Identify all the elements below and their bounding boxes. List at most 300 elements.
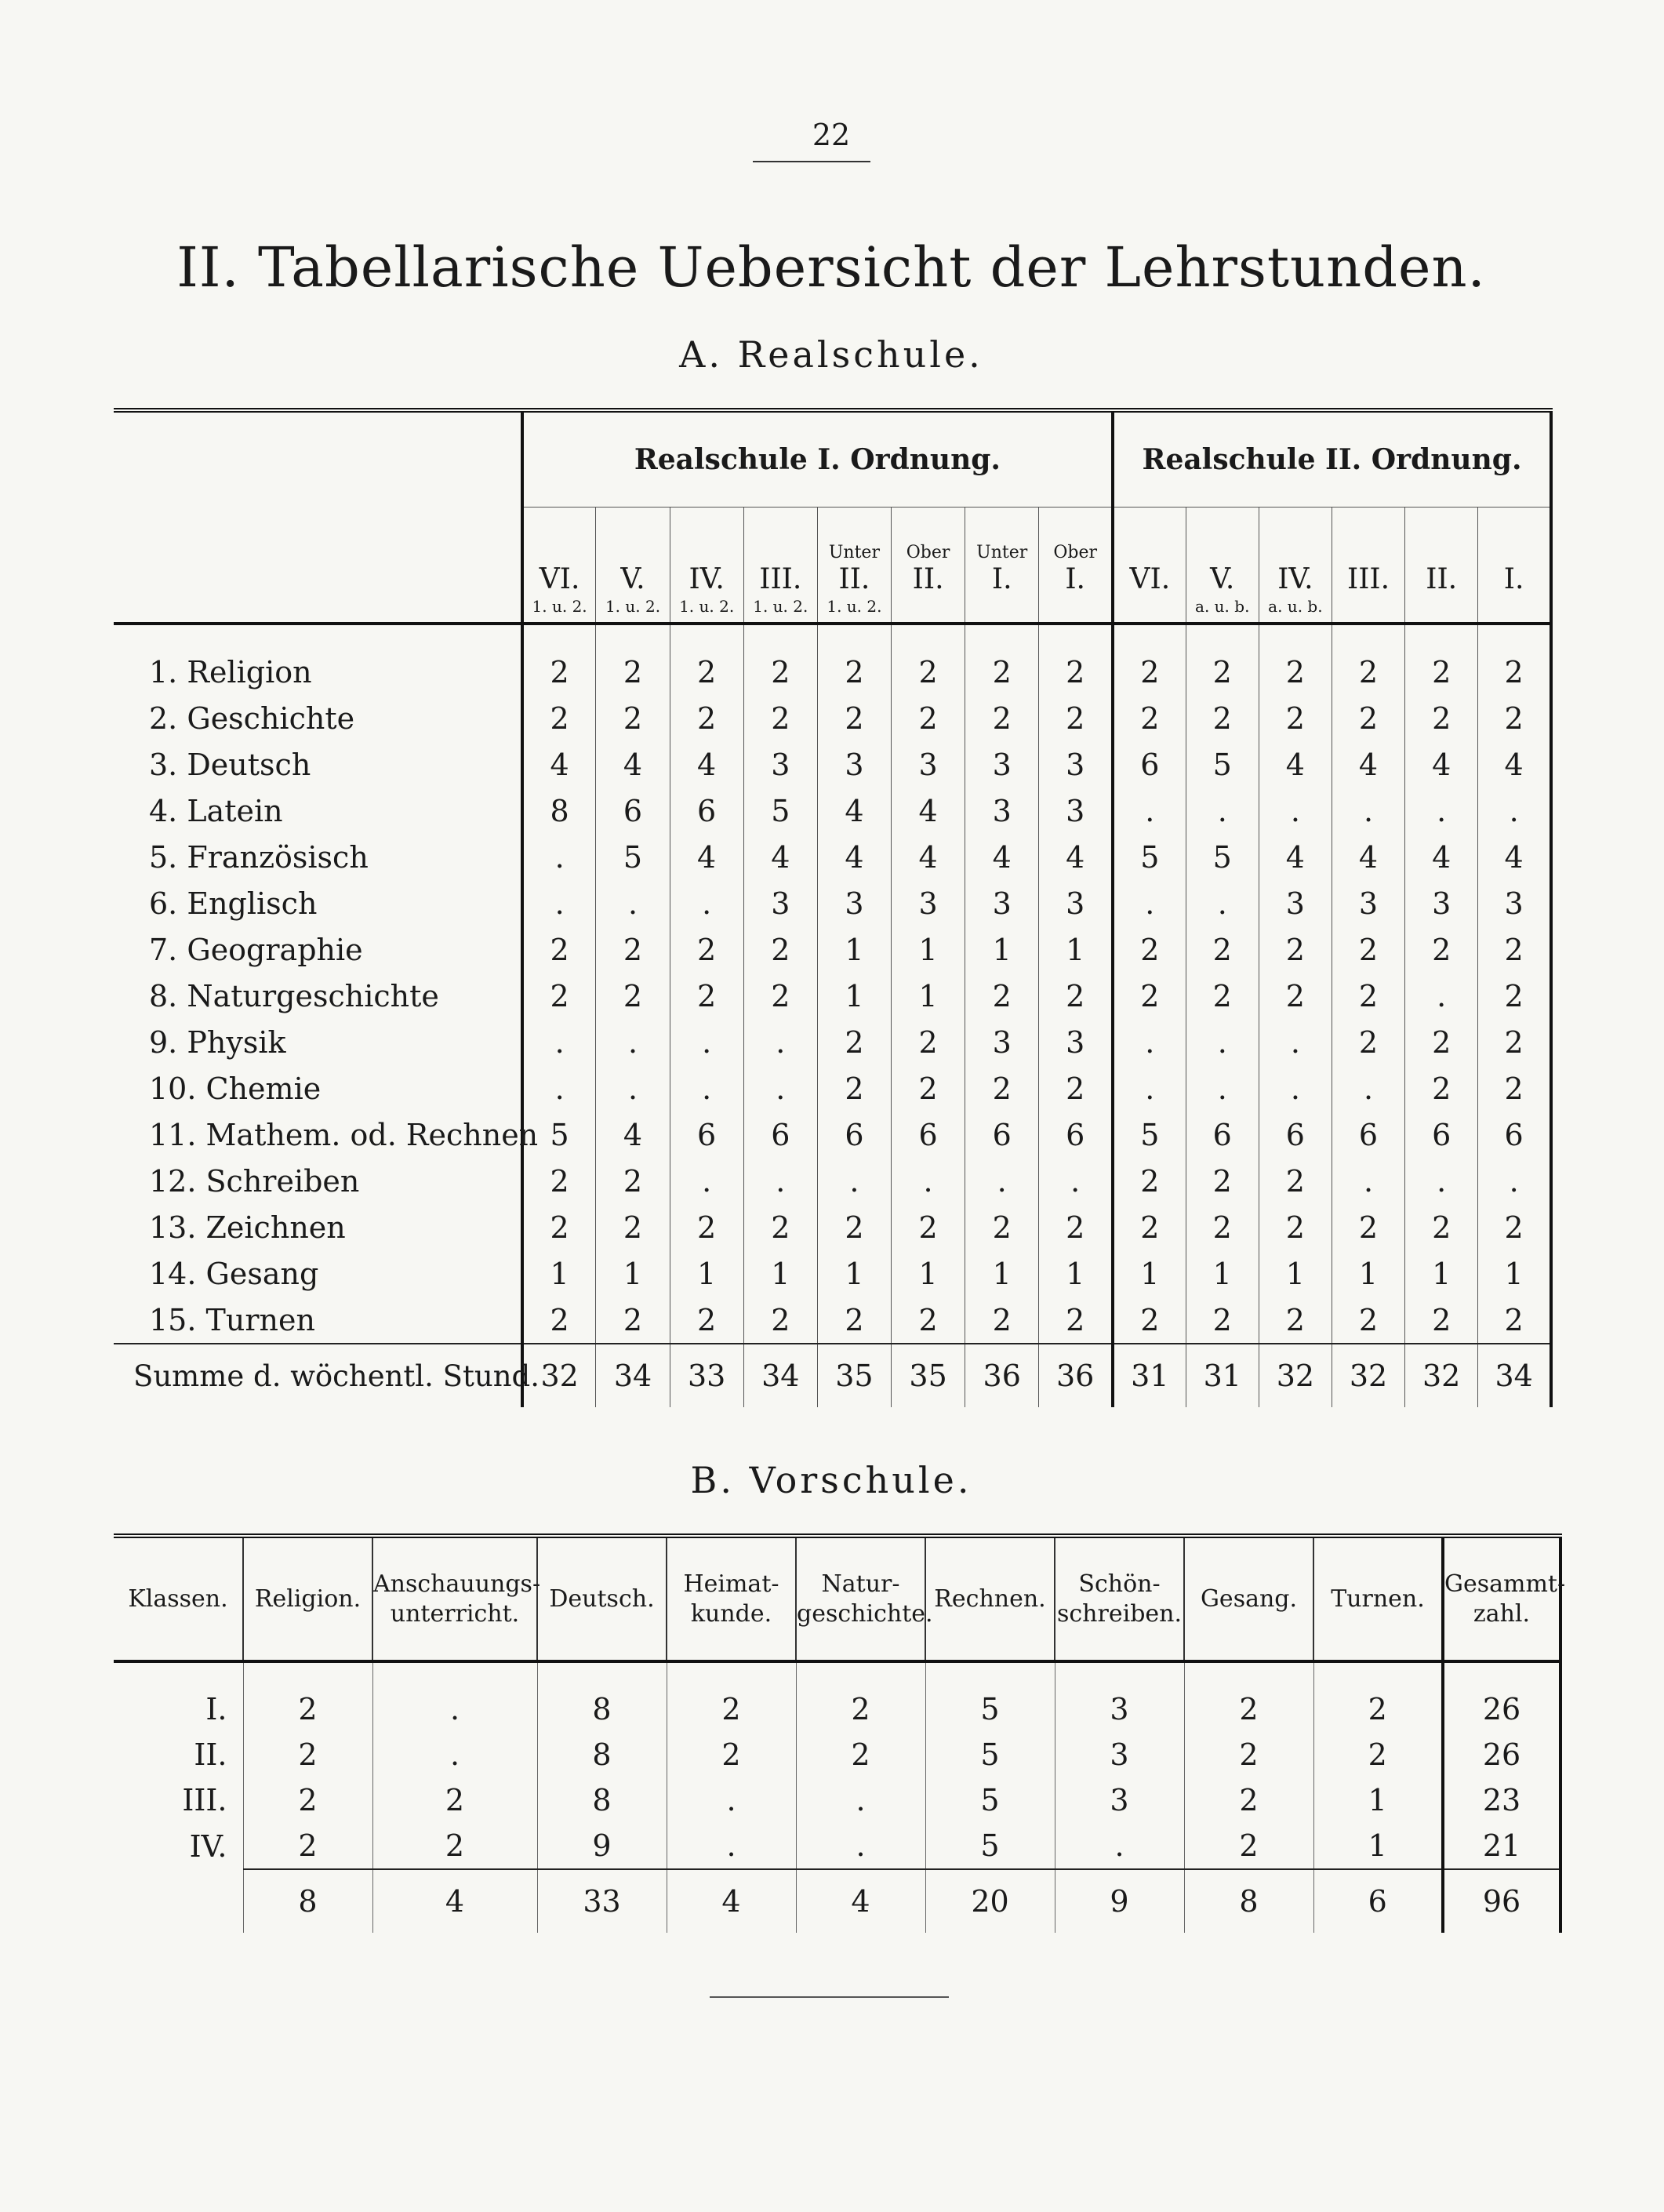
subject-label: 10. Chemie — [149, 1071, 322, 1106]
hours-cell: 2 — [965, 624, 1039, 695]
class-header-main: III. — [1346, 563, 1390, 595]
subject-label: 6. Englisch — [149, 886, 318, 921]
hours-cell: . — [743, 1065, 817, 1111]
hours-cell: 2 — [596, 624, 670, 695]
sum-cell: 33 — [670, 1344, 743, 1407]
hours-cell: 6 — [1113, 741, 1186, 788]
hours-cell: 3 — [1259, 880, 1332, 926]
hours-cell: 4 — [1332, 741, 1404, 788]
hours-cell: 2 — [743, 926, 817, 973]
table-row — [114, 741, 1551, 788]
table-row — [114, 834, 1551, 880]
hours-cell: 2 — [817, 1065, 891, 1111]
hours-cell: 2 — [1259, 624, 1332, 695]
class-header-top: Ober — [1053, 543, 1097, 562]
class-header-sub: 1. u. 2. — [532, 597, 587, 616]
hours-cell: 2 — [817, 1204, 891, 1250]
total-cell: 20 — [925, 1869, 1055, 1933]
hours-cell: 2 — [1186, 1158, 1259, 1204]
hours-cell: . — [1405, 1158, 1478, 1204]
class-header-main: IV. — [688, 563, 725, 595]
hours-cell: 2 — [743, 973, 817, 1019]
class-header-sub: 1. u. 2. — [827, 597, 882, 616]
hours-cell: 2 — [1113, 926, 1186, 973]
hours-cell: 6 — [817, 1111, 891, 1158]
total-cell: 4 — [372, 1869, 537, 1933]
hours-cell: 2 — [522, 1158, 596, 1204]
hours-cell: . — [522, 834, 596, 880]
hours-cell: 1 — [1313, 1823, 1443, 1869]
hours-cell: 2 — [1332, 695, 1404, 741]
hours-cell: 21 — [1443, 1823, 1560, 1869]
class-header-sub: 1. u. 2. — [679, 597, 735, 616]
column-header: Schön- schreiben. — [1055, 1536, 1184, 1661]
hours-cell: 5 — [1113, 1111, 1186, 1158]
hours-cell: 2 — [1332, 624, 1404, 695]
hours-cell: 2 — [1478, 1065, 1551, 1111]
table-a-corner — [114, 410, 522, 624]
class-header-top: Ober — [906, 543, 950, 562]
hours-cell: . — [1186, 880, 1259, 926]
hours-cell: . — [1186, 788, 1259, 834]
subject-label: 14. Gesang — [149, 1256, 319, 1291]
hours-cell: . — [796, 1823, 925, 1869]
hours-cell: 1 — [1405, 1250, 1478, 1297]
hours-cell: 2 — [892, 624, 965, 695]
hours-cell: . — [522, 880, 596, 926]
hours-cell: 1 — [965, 926, 1039, 973]
class-header — [892, 508, 965, 624]
hours-cell: 2 — [1113, 695, 1186, 741]
subject-label: 7. Geographie — [149, 932, 363, 967]
class-header-sub: a. u. b. — [1268, 597, 1323, 616]
total-cell: 96 — [1443, 1869, 1560, 1933]
class-header-top — [1478, 544, 1550, 562]
table-row — [114, 926, 1551, 973]
section-a-heading: A. Realschule. — [679, 333, 983, 376]
class-header — [743, 508, 817, 624]
hours-cell: 2 — [522, 624, 596, 695]
hours-cell: 1 — [1113, 1250, 1186, 1297]
hours-cell: 2 — [1405, 1297, 1478, 1344]
hours-cell: 2 — [1405, 624, 1478, 695]
hours-cell: 4 — [522, 741, 596, 788]
hours-cell: 2 — [1186, 624, 1259, 695]
hours-cell: 2 — [1259, 695, 1332, 741]
hours-cell: 2 — [1184, 1777, 1313, 1823]
hours-cell: 26 — [1443, 1732, 1560, 1777]
hours-cell: 8 — [537, 1777, 667, 1823]
hours-cell: . — [670, 1065, 743, 1111]
hours-cell: 2 — [743, 695, 817, 741]
class-label: I. — [205, 1692, 227, 1726]
hours-cell: 2 — [1113, 624, 1186, 695]
total-row — [114, 1869, 1560, 1933]
class-header-sub — [1478, 597, 1550, 616]
hours-cell: 8 — [537, 1661, 667, 1732]
hours-cell: 2 — [1478, 624, 1551, 695]
hours-cell: 1 — [1313, 1777, 1443, 1823]
hours-cell: 2 — [817, 695, 891, 741]
hours-cell: 2 — [1184, 1823, 1313, 1869]
hours-cell: 2 — [372, 1823, 537, 1869]
hours-cell: 2 — [1478, 973, 1551, 1019]
hours-cell: 2 — [743, 1297, 817, 1344]
class-header — [1186, 508, 1259, 624]
hours-cell: 3 — [1055, 1661, 1184, 1732]
class-header-top — [596, 544, 669, 562]
bottom-rule — [710, 1996, 949, 1998]
hours-cell: 2 — [1332, 973, 1404, 1019]
hours-cell: 2 — [596, 1297, 670, 1344]
sum-cell: 35 — [892, 1344, 965, 1407]
hours-cell: 6 — [892, 1111, 965, 1158]
hours-cell: . — [372, 1732, 537, 1777]
sum-label: Summe d. wöchentl. Stund. — [114, 1344, 522, 1407]
hours-cell: 4 — [596, 1111, 670, 1158]
hours-cell: . — [670, 1158, 743, 1204]
hours-cell: 4 — [1039, 834, 1113, 880]
sum-cell: 36 — [1039, 1344, 1113, 1407]
subject-label: 12. Schreiben — [149, 1163, 360, 1199]
hours-cell: 2 — [1186, 1297, 1259, 1344]
hours-cell: 1 — [892, 973, 965, 1019]
hours-cell: 5 — [1186, 741, 1259, 788]
class-header-main: II. — [912, 563, 944, 595]
hours-cell: 1 — [817, 973, 891, 1019]
total-cell: 8 — [243, 1869, 372, 1933]
hours-cell: 3 — [1055, 1732, 1184, 1777]
sum-cell: 32 — [1405, 1344, 1478, 1407]
hours-cell: 3 — [965, 1019, 1039, 1065]
hours-cell: . — [522, 1065, 596, 1111]
vorschule-table — [114, 1533, 1566, 1933]
class-header-main: I. — [991, 563, 1012, 595]
hours-cell: . — [1055, 1823, 1184, 1869]
hours-cell: 4 — [1332, 834, 1404, 880]
table-row — [114, 1297, 1551, 1344]
class-header-main: II. — [1426, 563, 1458, 595]
hours-cell: 5 — [1186, 834, 1259, 880]
hours-cell: . — [667, 1823, 796, 1869]
hours-cell: 2 — [1313, 1661, 1443, 1732]
class-header-main: I. — [1065, 563, 1085, 595]
table-row — [114, 880, 1551, 926]
hours-cell: 4 — [670, 834, 743, 880]
subject-label: 11. Mathem. od. Rechnen — [149, 1117, 539, 1152]
hours-cell: 2 — [1186, 695, 1259, 741]
total-cell: 4 — [667, 1869, 796, 1933]
hours-cell: 2 — [1039, 1297, 1113, 1344]
hours-cell: 1 — [670, 1250, 743, 1297]
class-header — [522, 508, 596, 624]
hours-cell: 2 — [817, 1019, 891, 1065]
hours-cell: 26 — [1443, 1661, 1560, 1732]
table-row — [114, 1065, 1551, 1111]
column-header: Rechnen. — [925, 1536, 1055, 1661]
hours-cell: . — [596, 1065, 670, 1111]
hours-cell: 4 — [1259, 741, 1332, 788]
hours-cell: 2 — [1332, 1204, 1404, 1250]
hours-cell: 4 — [1405, 834, 1478, 880]
subject-label: 1. Religion — [149, 654, 312, 689]
column-header: Klassen. — [114, 1536, 243, 1661]
subject-label: 15. Turnen — [149, 1302, 315, 1337]
hours-cell: 2 — [1186, 926, 1259, 973]
hours-cell: . — [1332, 1065, 1404, 1111]
subject-label: 2. Geschichte — [149, 700, 355, 736]
subject-label: 13. Zeichnen — [149, 1210, 346, 1245]
hours-cell: 1 — [817, 926, 891, 973]
hours-cell: 6 — [743, 1111, 817, 1158]
hours-cell: 2 — [1186, 973, 1259, 1019]
hours-cell: 1 — [596, 1250, 670, 1297]
table-row — [114, 788, 1551, 834]
hours-cell: 2 — [596, 926, 670, 973]
hours-cell: . — [1113, 788, 1186, 834]
sum-cell: 34 — [596, 1344, 670, 1407]
hours-cell: 5 — [522, 1111, 596, 1158]
group-head-second-order: Realschule II. Ordnung. — [1113, 410, 1551, 508]
hours-cell: 5 — [925, 1732, 1055, 1777]
hours-cell: 2 — [817, 1297, 891, 1344]
hours-cell: 2 — [1259, 973, 1332, 1019]
hours-cell: 2 — [1259, 1297, 1332, 1344]
class-header-top — [1114, 544, 1186, 562]
group-head-first-order: Realschule I. Ordnung. — [522, 410, 1113, 508]
hours-cell: 3 — [743, 741, 817, 788]
table-row — [114, 695, 1551, 741]
hours-cell: 2 — [596, 973, 670, 1019]
hours-cell: 2 — [1478, 1019, 1551, 1065]
total-blank — [114, 1869, 243, 1933]
hours-cell: . — [1259, 1065, 1332, 1111]
hours-cell: 5 — [925, 1823, 1055, 1869]
hours-cell: 5 — [596, 834, 670, 880]
hours-cell: 2 — [743, 624, 817, 695]
hours-cell: 4 — [965, 834, 1039, 880]
hours-cell: 2 — [965, 1065, 1039, 1111]
hours-cell: . — [372, 1661, 537, 1732]
hours-cell: 4 — [892, 788, 965, 834]
subject-label: 5. Französisch — [149, 839, 369, 875]
table-row — [114, 1158, 1551, 1204]
class-header-main: III. — [759, 563, 802, 595]
hours-cell: 2 — [965, 973, 1039, 1019]
table-row — [114, 1111, 1551, 1158]
column-header: Turnen. — [1313, 1536, 1443, 1661]
hours-cell: 2 — [1332, 1297, 1404, 1344]
hours-cell: . — [817, 1158, 891, 1204]
class-header-sub — [1114, 597, 1186, 616]
hours-cell: 3 — [817, 741, 891, 788]
subject-label: 4. Latein — [149, 793, 283, 828]
column-header: Natur- geschichte. — [796, 1536, 925, 1661]
class-header — [1478, 508, 1551, 624]
hours-cell: 2 — [372, 1777, 537, 1823]
hours-cell: 3 — [965, 741, 1039, 788]
hours-cell: 4 — [892, 834, 965, 880]
sum-cell: 32 — [1259, 1344, 1332, 1407]
hours-cell: 2 — [1184, 1661, 1313, 1732]
hours-cell: 4 — [670, 741, 743, 788]
hours-cell: . — [596, 880, 670, 926]
hours-cell: 5 — [1113, 834, 1186, 880]
class-header-top — [1405, 544, 1477, 562]
hours-cell: 4 — [596, 741, 670, 788]
class-header-main: V. — [620, 563, 645, 595]
hours-cell: 6 — [1478, 1111, 1551, 1158]
table-row — [114, 1823, 1560, 1869]
hours-cell: 2 — [243, 1732, 372, 1777]
hours-cell: 6 — [670, 1111, 743, 1158]
hours-cell: 2 — [243, 1777, 372, 1823]
hours-cell: 3 — [1332, 880, 1404, 926]
hours-cell: 3 — [817, 880, 891, 926]
class-header-top: Unter — [976, 543, 1028, 562]
hours-cell: 1 — [1186, 1250, 1259, 1297]
hours-cell: . — [1259, 788, 1332, 834]
hours-cell: 2 — [892, 1297, 965, 1344]
hours-cell: 2 — [1478, 926, 1551, 973]
hours-cell: 2 — [1039, 1065, 1113, 1111]
hours-cell: . — [1405, 788, 1478, 834]
hours-cell: 2 — [817, 624, 891, 695]
table-row — [114, 1661, 1560, 1732]
hours-cell: 3 — [1478, 880, 1551, 926]
class-header-sub — [1405, 597, 1477, 616]
hours-cell: . — [1113, 1019, 1186, 1065]
hours-cell: 1 — [1259, 1250, 1332, 1297]
total-cell: 6 — [1313, 1869, 1443, 1933]
class-header-sub: a. u. b. — [1195, 597, 1250, 616]
hours-cell: . — [1478, 788, 1551, 834]
hours-cell: . — [743, 1158, 817, 1204]
hours-cell: . — [522, 1019, 596, 1065]
hours-cell: 6 — [596, 788, 670, 834]
hours-cell: 6 — [965, 1111, 1039, 1158]
hours-cell: 2 — [1405, 926, 1478, 973]
hours-cell: 2 — [1259, 1204, 1332, 1250]
hours-cell: . — [1186, 1019, 1259, 1065]
class-header-top — [1332, 544, 1404, 562]
hours-cell: 3 — [1039, 788, 1113, 834]
hours-cell: 5 — [925, 1661, 1055, 1732]
hours-cell: 2 — [1113, 1204, 1186, 1250]
hours-cell: 2 — [522, 695, 596, 741]
hours-cell: 2 — [522, 1204, 596, 1250]
column-header: Religion. — [243, 1536, 372, 1661]
hours-cell: 2 — [743, 1204, 817, 1250]
class-header-top — [1259, 544, 1332, 562]
column-header: Gesammt- zahl. — [1443, 1536, 1560, 1661]
hours-cell: 2 — [892, 1019, 965, 1065]
class-header — [1039, 508, 1113, 624]
hours-cell: 2 — [596, 1204, 670, 1250]
hours-cell: 2 — [1259, 926, 1332, 973]
hours-cell: 6 — [1186, 1111, 1259, 1158]
class-header-main: VI. — [1129, 563, 1171, 595]
subject-label: 9. Physik — [149, 1024, 286, 1060]
sum-cell: 32 — [1332, 1344, 1404, 1407]
hours-cell: . — [667, 1777, 796, 1823]
class-header-main: II. — [838, 563, 870, 595]
class-header — [1113, 508, 1186, 624]
hours-cell: 2 — [1478, 1204, 1551, 1250]
sum-cell: 36 — [965, 1344, 1039, 1407]
hours-cell: 8 — [522, 788, 596, 834]
hours-cell: 3 — [965, 788, 1039, 834]
class-header-sub — [965, 597, 1038, 616]
hours-cell: 1 — [892, 926, 965, 973]
hours-cell: . — [796, 1777, 925, 1823]
class-header-sub: 1. u. 2. — [753, 597, 808, 616]
class-header-main: V. — [1210, 563, 1235, 595]
class-label: II. — [194, 1737, 227, 1772]
class-header-sub — [1039, 597, 1111, 616]
sum-cell: 35 — [817, 1344, 891, 1407]
class-label: IV. — [189, 1828, 227, 1864]
hours-cell: 6 — [670, 788, 743, 834]
sum-cell: 31 — [1113, 1344, 1186, 1407]
sum-cell: 34 — [743, 1344, 817, 1407]
hours-cell: 2 — [670, 1204, 743, 1250]
class-header — [1332, 508, 1404, 624]
hours-cell: 3 — [892, 741, 965, 788]
hours-cell: . — [596, 1019, 670, 1065]
page-number-rule — [753, 161, 870, 162]
column-header: Anschauungs- unterricht. — [372, 1536, 537, 1661]
hours-cell: 2 — [1039, 695, 1113, 741]
hours-cell: 6 — [1039, 1111, 1113, 1158]
hours-cell: 2 — [1113, 973, 1186, 1019]
hours-cell: 4 — [1478, 741, 1551, 788]
hours-cell: 1 — [892, 1250, 965, 1297]
hours-cell: . — [1113, 1065, 1186, 1111]
hours-cell: 1 — [965, 1250, 1039, 1297]
hours-cell: 2 — [596, 1158, 670, 1204]
hours-cell: 5 — [743, 788, 817, 834]
hours-cell: 3 — [892, 880, 965, 926]
hours-cell: 6 — [1405, 1111, 1478, 1158]
hours-cell: 2 — [1184, 1732, 1313, 1777]
hours-cell: 2 — [892, 1065, 965, 1111]
hours-cell: 1 — [817, 1250, 891, 1297]
hours-cell: 2 — [243, 1661, 372, 1732]
hours-cell: . — [1332, 1158, 1404, 1204]
page-number: 22 — [812, 118, 851, 152]
hours-cell: 3 — [1405, 880, 1478, 926]
class-header-top — [744, 544, 817, 562]
hours-cell: 2 — [1332, 926, 1404, 973]
hours-cell: . — [1039, 1158, 1113, 1204]
hours-cell: 4 — [1405, 741, 1478, 788]
hours-cell: . — [965, 1158, 1039, 1204]
hours-cell: 2 — [892, 695, 965, 741]
hours-cell: 1 — [1332, 1250, 1404, 1297]
class-header — [817, 508, 891, 624]
hours-cell: 3 — [1039, 1019, 1113, 1065]
hours-cell: 1 — [1039, 926, 1113, 973]
hours-cell: 2 — [1313, 1732, 1443, 1777]
hours-cell: 3 — [1055, 1777, 1184, 1823]
class-header-sub — [1332, 597, 1404, 616]
hours-cell: 1 — [1039, 1250, 1113, 1297]
hours-cell: 2 — [965, 1204, 1039, 1250]
hours-cell: . — [1113, 880, 1186, 926]
hours-cell: 2 — [1405, 1065, 1478, 1111]
table-row — [114, 1250, 1551, 1297]
